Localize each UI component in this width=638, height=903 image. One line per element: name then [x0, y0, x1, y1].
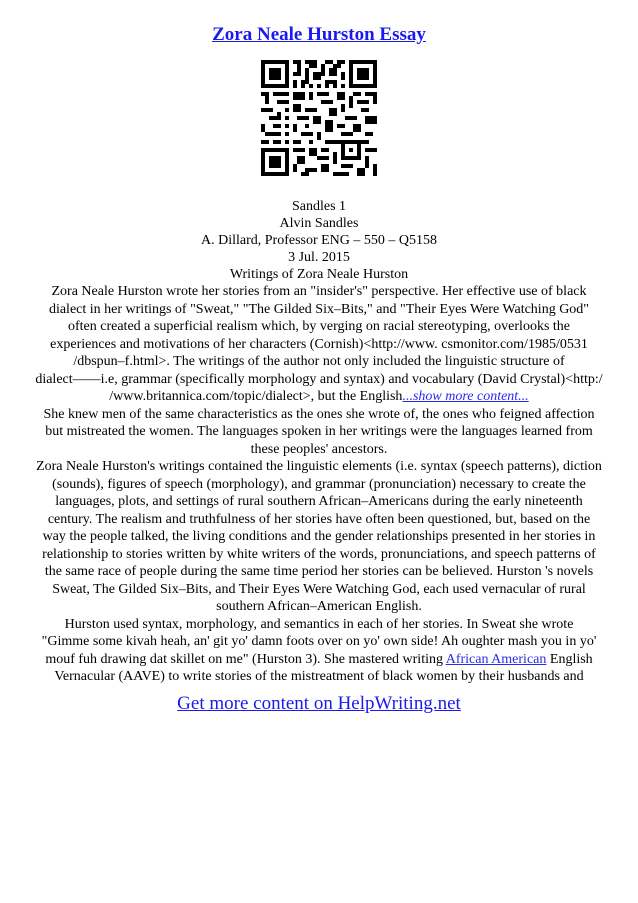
text-line: Zora Neale Hurston wrote her stories from an "insider's" perspective. Her effective use of black	[51, 284, 587, 299]
text-line: dialect in her writings of "Sweat," "The Gilded Six–Bits," and "Their Eyes Were Watching God"	[48, 301, 590, 317]
text-line: (sounds), figures of speech (morphology), and grammar (pronunciation) necessary to create the	[52, 476, 586, 492]
text-line: Zora Neale Hurston's writings contained the linguistic elements (i.e. syntax (speech patterns), diction	[36, 459, 602, 474]
text-line: /dbspun–f.html>. The writings of the author not only included the linguistic structure of	[73, 354, 565, 369]
text-segment: mouf fuh drawing dat skillet on me" (Hurston 3). She mastered writing	[45, 651, 446, 667]
text-line: these peoples' ancestors.	[250, 441, 388, 457]
text-line: way the people talked, the living conditions and the gender relationships presented in her stories in	[42, 529, 596, 544]
author-name: Alvin Sandles	[279, 216, 359, 231]
text-line: but mistreated the women. The languages spoken in her writings were the languages learned from	[45, 424, 593, 439]
show-more-link[interactable]: ...show more content...	[402, 389, 529, 404]
text-line: southern African–American English.	[216, 599, 422, 614]
african-american-link[interactable]: African American	[445, 651, 547, 667]
text-line: often created a superficial realism which, by verging on racial stereotyping, overlooks the	[67, 319, 570, 334]
text-line: experiences and motivations of her characters (Cornish)<http://www. csmonitor.com/1985/0531	[50, 336, 588, 352]
page-number-line: Sandles 1	[291, 199, 347, 214]
text-line	[0, 651, 638, 669]
course-line: A. Dillard, Professor ENG – 550 – Q5158	[200, 233, 438, 248]
text-line: languages, plots, and settings of rural southern African–Americans during the early nineteenth	[55, 494, 583, 509]
text-line: relationship to stories written by white writers of the words, pronunciations, and speech patterns of	[42, 546, 596, 562]
essay-body	[0, 283, 638, 686]
text-line: "Gimme some kivah heah, an' git yo' damn foots over on yo' own side! Ah oughter mash you in yo'	[41, 634, 597, 649]
text-line	[0, 388, 638, 406]
text-line: the same race of people during the same time period her stories can be believed. Hurston 's novels	[44, 564, 594, 579]
text-line: Hurston used syntax, morphology, and semantics in each of her stories. In Sweat she wrote	[64, 616, 574, 632]
document-title[interactable]: Zora Neale Hurston Essay	[212, 24, 426, 45]
text-line: century. The realism and truthfulness of her stories have often been questioned, but, based on the	[47, 511, 591, 527]
text-line: dialect——i.e, grammar (specifically morphology and syntax) and vocabulary (David Crystal)<http:/	[35, 371, 603, 387]
date-line: 3 Jul. 2015	[288, 250, 350, 265]
text-line: Sweat, The Gilded Six–Bits, and Their Eyes Were Watching God, each used vernacular of rural	[52, 581, 586, 597]
text-segment: English	[546, 651, 593, 667]
text-segment: /www.britannica.com/topic/dialect>, but the English	[109, 389, 403, 404]
text-line: Vernacular (AAVE) to write stories of the mistreatment of black women by their husbands and	[54, 669, 584, 684]
qr-code-icon	[261, 60, 377, 176]
essay-title: Writings of Zora Neale Hurston	[229, 267, 409, 282]
get-more-content-link[interactable]: Get more content on HelpWriting.net	[177, 693, 461, 714]
essay-header	[0, 198, 638, 283]
text-line: She knew men of the same characteristics as the ones she wrote of, the ones who feigned affection	[43, 406, 595, 422]
